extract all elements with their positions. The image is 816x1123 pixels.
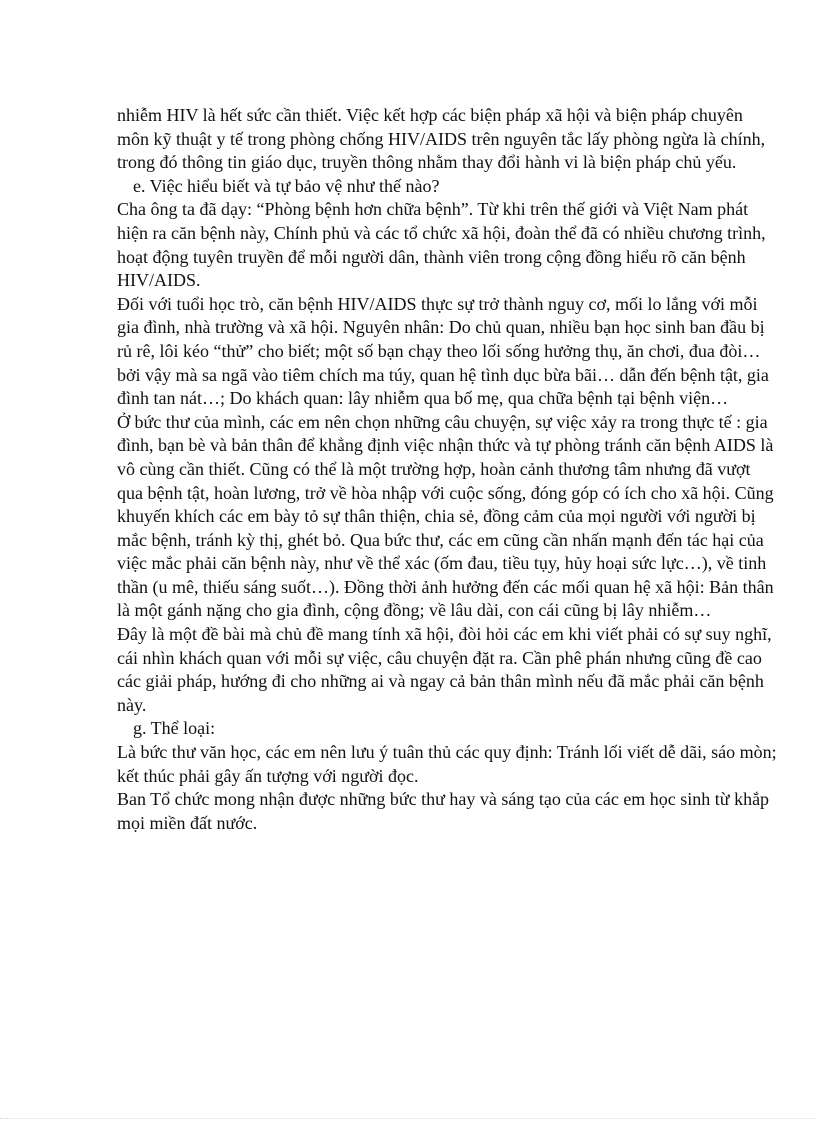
paragraph-proverb: Cha ông ta đã dạy: “Phòng bệnh hơn chữa bệnh”. Từ khi trên thế giới và Việt Nam phát hiện ra căn bệnh này, Chính phủ và các tổ chức xã hội, đoàn thể đã có nhiều chương trình, hoạt động tuyên truyền để mỗi người dân, thành viên trong cộng đồng hiểu rõ căn bệnh HIV/AIDS. [117, 199, 766, 291]
section-heading-g: g. Thể loại: [133, 718, 216, 739]
page-bottom-divider [0, 1118, 816, 1119]
document-body [117, 104, 777, 835]
paragraph-social-topic: Đây là một đề bài mà chủ đề mang tính xã hội, đòi hỏi các em khi viết phải có sự suy nghĩ, cái nhìn khách quan với mỗi sự việc, câu chuyện đặt ra. Cần phê phán nhưng cũng đề cao các giải pháp, hướng đi cho những ai và ngay cả bản thân mình nếu đã mắc phải căn bệnh này. [117, 624, 772, 715]
paragraph-closing: Ban Tổ chức mong nhận được những bức thư hay và sáng tạo của các em học sinh từ khắp mọi miền đất nước. [117, 789, 770, 833]
paragraph-genre: Là bức thư văn học, các em nên lưu ý tuân thủ các quy định: Tránh lối viết dễ dãi, sáo mòn; kết thúc phải gây ấn tượng với người đọc. [117, 742, 777, 786]
section-heading-e: e. Việc hiểu biết và tự bảo vệ như thế nào? [133, 175, 440, 196]
paragraph-letter-content: Ở bức thư của mình, các em nên chọn những câu chuyện, sự việc xảy ra trong thực tế : gia đình, bạn bè và bản thân để khẳng định việc nhận thức và tự phòng tránh căn bệnh AIDS là vô cùng cần thiết. Cũng có thể là một trường hợp, hoàn cảnh thương tâm nhưng đã vượt qua bệnh tật, hoàn lương, trở về hòa nhập với cuộc sống, đóng góp có ích cho xã hội. Cũng khuyến khích các em bày tỏ sự thân thiện, chia sẻ, đồng cảm của mọi người với người bị mắc bệnh, tránh kỳ thị, ghét bỏ. Qua bức thư, các em cũng cần nhấn mạnh đến tác hại của việc mắc phải căn bệnh này, như về thể xác (ốm đau, tiều tụy, hủy hoại sức lực…), về tinh thần (u mê, thiếu sáng suốt…). Đồng thời ảnh hưởng đến các mối quan hệ xã hội: Bản thân là một gánh nặng cho gia đình, cộng đồng; về lâu dài, con cái cũng bị lây nhiễm… [117, 411, 774, 621]
paragraph-intro: nhiễm HIV là hết sức cần thiết. Việc kết hợp các biện pháp xã hội và biện pháp chuyên môn kỹ thuật y tế trong phòng chống HIV/AIDS trên nguyên tắc lấy phòng ngừa là chính, trong đó thông tin giáo dục, truyền thông nhằm thay đổi hành vi là biện pháp chủ yếu. [117, 105, 766, 173]
paragraph-students: Đối với tuổi học trò, căn bệnh HIV/AIDS thực sự trở thành nguy cơ, mối lo lắng với mỗi gia đình, nhà trường và xã hội. Nguyên nhân: Do chủ quan, nhiều bạn học sinh ban đầu bị rủ rê, lôi kéo “thử” cho biết; một số bạn chạy theo lối sống hưởng thụ, ăn chơi, đua đòi… bởi vậy mà sa ngã vào tiêm chích ma túy, quan hệ tình dục bừa bãi… dẫn đến bệnh tật, gia đình tan nát…; Do khách quan: lây nhiễm qua bố mẹ, qua chữa bệnh tại bệnh viện… [117, 293, 769, 409]
